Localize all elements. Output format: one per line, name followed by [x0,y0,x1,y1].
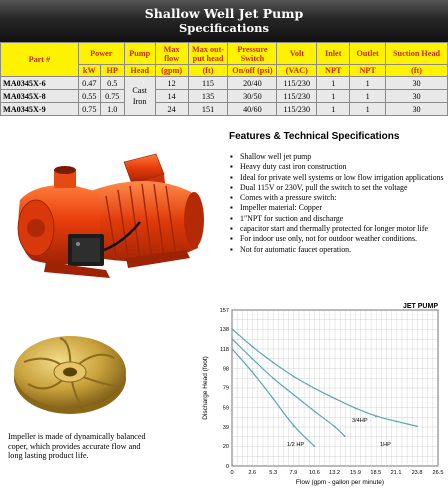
x-tick-label: 5.3 [269,470,278,476]
data-point [251,346,253,348]
cell-outlet: 1 [350,103,386,116]
th-unit-flow: (gpm) [155,65,188,77]
spec-table [0,42,448,116]
impeller-image [10,322,130,422]
data-point [334,425,336,427]
list-item: ▪ Comes with a pressure switch: [229,193,448,203]
data-point [272,398,274,400]
x-tick-label: 0 [230,470,234,476]
chart-y-axis-label: Discharge Head (foot) [202,356,209,420]
cell-flow: 12 [155,77,188,90]
features-title: Features & Technical Specifications [229,131,400,142]
data-point [272,378,274,380]
th-unit-inlet: NPT [317,65,350,77]
th-max-output-head: Max out-put head [188,43,228,65]
list-item: ▪ capacitor start and thermally protected for longer motor life [229,224,448,234]
cell-inlet: 1 [317,103,350,116]
table-row [1,103,448,116]
data-point [231,338,233,340]
th-unit-pump: Head [124,65,155,77]
data-point [251,371,253,373]
cell-head: 115 [188,77,228,90]
th-part: Part # [1,43,79,77]
x-tick-label: 2.6 [248,470,257,476]
cell-part: MA0345X-6 [1,77,79,90]
th-pump: Pump [124,43,155,65]
x-tick-label: 7.9 [289,470,298,476]
x-tick-label: 15.9 [350,470,362,476]
th-pressure-switch: Pressure Switch [228,43,277,65]
data-point [375,415,377,417]
cell-part: MA0345X-9 [1,103,79,116]
cell-hp: 0.5 [100,77,124,90]
data-point [416,425,418,427]
y-tick-label: 98 [222,366,229,373]
th-max-flow: Max flow [155,43,188,65]
header-banner [0,0,448,42]
series-label: 1/2 HP [287,442,305,448]
cell-volt: 115/230 [277,103,317,116]
data-point [231,328,233,330]
data-point [272,362,274,364]
th-unit-switch: On/off (psi) [228,65,277,77]
table-row [1,90,448,103]
impeller-caption: Impeller is made of dynamically balanced coper, which provides accurate flow and long lasting product life. [8,432,146,460]
data-point [293,394,295,396]
list-item: ▪ Dual 115V or 230V, pull the switch to set the voltage [229,183,448,193]
th-outlet: Outlet [350,43,386,65]
cell-hp: 1.0 [100,103,124,116]
performance-chart [196,296,448,488]
y-tick-label: 138 [219,326,229,333]
data-point [334,398,336,400]
cell-outlet: 1 [350,77,386,90]
list-item: ▪ Impeller material: Copper [229,203,448,213]
list-item: ▪ Heavy duty cast iron construction [229,162,448,172]
jet-pump-image [6,140,216,290]
cell-suction: 30 [386,103,448,116]
data-point [293,425,295,427]
data-point [314,445,316,447]
th-inlet: Inlet [317,43,350,65]
page-title: Shallow Well Jet Pump [144,6,304,21]
cell-hp: 0.75 [100,90,124,103]
cell-switch: 30/50 [228,90,277,103]
cell-inlet: 1 [317,77,350,90]
y-tick-label: 157 [219,308,229,314]
cell-flow: 24 [155,103,188,116]
cell-switch: 20/40 [228,77,277,90]
series-label: 3/4HP [352,418,368,424]
cell-kw: 0.55 [78,90,100,103]
list-item: ▪ Shallow well jet pump [229,152,448,162]
x-tick-label: 10.6 [308,470,320,476]
x-tick-label: 26.5 [432,470,444,476]
cell-flow: 14 [155,90,188,103]
list-item: ▪ For indoor use only, not for outdoor weather conditions. [229,234,448,244]
x-tick-label: 21.1 [390,470,402,476]
cell-kw: 0.75 [78,103,100,116]
y-tick-label: 0 [225,464,229,470]
y-tick-label: 118 [220,346,229,353]
chart-grid [232,310,438,466]
list-item: ▪ 1"NPT for suction and discharge [229,214,448,224]
series-label: 1HP [380,442,391,448]
cell-volt: 115/230 [277,77,317,90]
th-volt: Volt [277,43,317,65]
x-tick-label: 13.2 [329,470,341,476]
cell-head: 135 [188,90,228,103]
data-point [251,358,253,360]
cell-inlet: 1 [317,90,350,103]
th-unit-suction: (ft) [386,65,448,77]
data-point [314,388,316,390]
chart-title: JET PUMP [402,303,438,310]
data-point [293,376,295,378]
cell-head: 151 [188,103,228,116]
features-list [229,152,448,255]
th-unit-outlet: NPT [350,65,386,77]
table-row [1,77,448,90]
list-item: ▪ Ideal for private well systems or low flow irrigation applications [229,173,448,183]
cell-pump-head: Cast Iron [124,77,155,116]
y-tick-label: 20 [222,444,229,451]
cell-suction: 30 [386,90,448,103]
chart-x-axis-label: Flow (gpm - gallon per minute) [295,479,385,486]
data-point [231,348,233,350]
x-tick-label: 23.8 [411,470,423,476]
y-tick-label: 79 [222,385,229,392]
data-point [395,420,397,422]
x-tick-label: 18.5 [370,470,382,476]
cell-volt: 115/230 [277,90,317,103]
cell-switch: 40/60 [228,103,277,116]
th-power: Power [78,43,124,65]
th-unit-head: (ft) [188,65,228,77]
y-tick-label: 39 [222,425,229,432]
data-point [344,435,346,437]
data-point [355,407,357,409]
list-item: ▪ Not for automatic faucet operation. [229,245,448,255]
cell-suction: 30 [386,77,448,90]
th-unit-kw: kW [78,65,100,77]
th-unit-hp: HP [100,65,124,77]
page-subtitle: Specifications [178,21,270,35]
cell-outlet: 1 [350,90,386,103]
cell-kw: 0.47 [78,77,100,90]
y-tick-label: 59 [222,405,229,412]
th-suction-head: Suction Head [386,43,448,65]
th-unit-volt: (VAC) [277,65,317,77]
cell-part: MA0345X-8 [1,90,79,103]
data-point [314,410,316,412]
